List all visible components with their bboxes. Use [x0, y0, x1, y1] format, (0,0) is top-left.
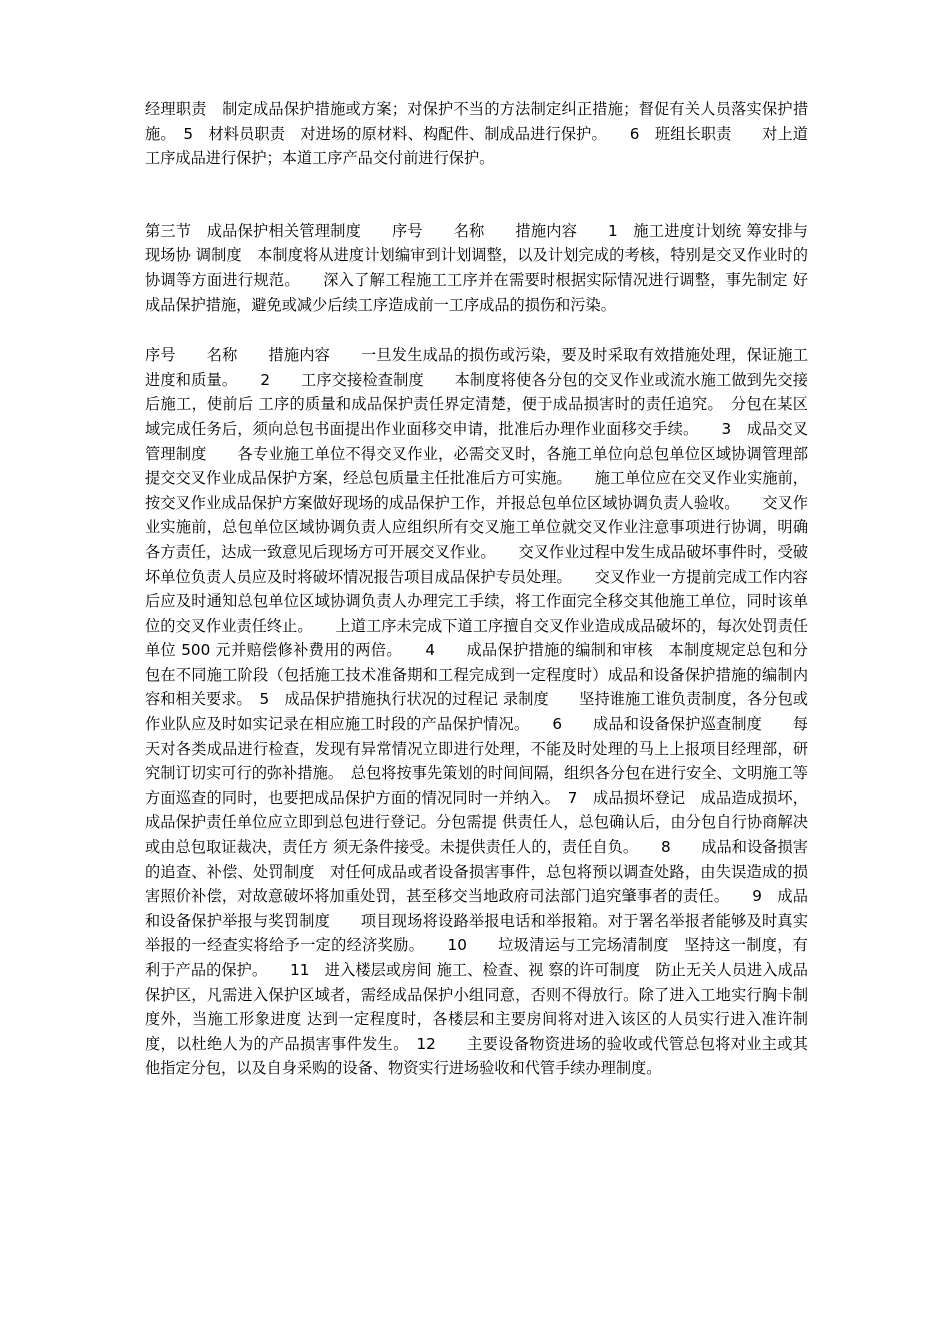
paragraph-section-three: 第三节 成品保护相关管理制度 序号 名称 措施内容 1 施工进度计划统 筹安排与现场协 调制度 本制度将从进度计划编审到计划调整，以及计划完成的考核，特别是交叉作业时的协调等方面进行规范。 深入了解工程施工工序并在需要时根据实际情况进行调整，事先制定 好成品保护措施，避免或减少后续工序造成前一工序成品的损伤和污染。 — [145, 221, 808, 314]
paragraph-responsibilities: 经理职责 制定成品保护措施或方案；对保护不当的方法制定纠正措施；督促有关人员落实保护措施。 5 材料员职责 对进场的原材料、构配件、制成品进行保护。 6 班组长职责 对上道工序成品进行保护；本道工序产品交付前进行保护。 — [145, 100, 808, 168]
document-page — [145, 97, 813, 1081]
paragraph-management-systems: 序号 名称 措施内容 一旦发生成品的损伤或污染，要及时采取有效措施处理，保证施工进度和质量。 2 工序交接检查制度 本制度将使各分包的交叉作业或流水施工做到先交接后施工，使前后 工序的质量和成品保护责任界定清楚，便于成品损害时的责任追究。 分包在某区域完成任务后，须向总包书面提出作业面移交申请，批准后办理作业面移交手续。 3 成品交叉管理制度 各专业施工单位不得交叉作业，必需交叉时，各施工单位向总包单位区域协调管理部提交交叉作业成品保护方案，经总包质量主任批准后方可实施。 施工单位应在交叉作业实施前，按交叉作业成品保护方案做好现场的成品保护工作，并报总包单位区域协调负责人验收。 交叉作业实施前，总包单位区域协调负责人应组织所有交叉施工单位就交叉作业注意事项进行协调，明确各方责任，达成一致意见后现场方可开展交叉作业。 交叉作业过程中发生成品破坏事件时，受破坏单位负责人员应及时将破坏情况报告项目成品保护专员处理。 交叉作业一方提前完成工作内容后应及时通知总包单位区域协调负责人办理完工手续，将工作面完全移交其他施工单位，同时该单位的交叉作业责任终止。 上道工序未完成下道工序擅自交叉作业造成成品破坏的，每次处罚责任单位 500 元并赔偿修补费用的两倍。 4 成品保护措施的编制和审核 本制度规定总包和分包在不同施工阶段（包括施工技术准备期和工程完成到一定程度时）成品和设备保护措施的编制内容和相关要求。 5 成品保护措施执行状况的过程记 录制度 坚持谁施工谁负责制度，各分包或作业队应及时如实记录在相应施工时段的产品保护情况。 6 成品和设备保护巡查制度 每天对各类成品进行检查，发现有异常情况立即进行处理，不能及时处理的马上上报项目经理部，研究制订切实可行的弥补措施。 总包将按事先策划的时间间隔，组织各分包在进行安全、文明施工等方面巡查的同时，也要把成品保护方面的情况同时一并纳入。 7 成品损坏登记 成品造成损坏，成品保护责任单位应立即到总包进行登记。分包需提 供责任人，总包确认后，由分包自行协商解决或由总包取证裁决，责任方 须无条件接受。未提供责任人的，责任自负。 8 成品和设备损害的追查、补偿、处罚制度 对任何成品或者设备损害事件，总包将预以调查处路，由失误造成的损害照价补偿，对故意破坏将加重处罚，甚至移交当地政府司法部门追究肇事者的责任。 9 成品和设备保护举报与奖罚制度 项目现场将设路举报电话和举报箱。对于署名举报者能够及时真实举报的一经查实将给予一定的经济奖励。 10 垃圾清运与工完场清制度 坚持这一制度，有利于产品的保护。 11 进入楼层或房间 施工、检查、视 察的许可制度 防止无关人员进入成品保护区，凡需进入保护区域者，需经成品保护小组同意，否则不得放行。除了进入工地实行胸卡制度外，当施工形象进度 达到一定程度时，各楼层和主要房间将对进入该区的人员实行进入准许制 度，以杜绝人为的产品损害事件发生。 12 主要设备物资进场的验收或代管总包将对业主或其他指定分包，以及自身采购的设备、物资实行进场验收和代管手续办理制度。 — [145, 346, 813, 1078]
